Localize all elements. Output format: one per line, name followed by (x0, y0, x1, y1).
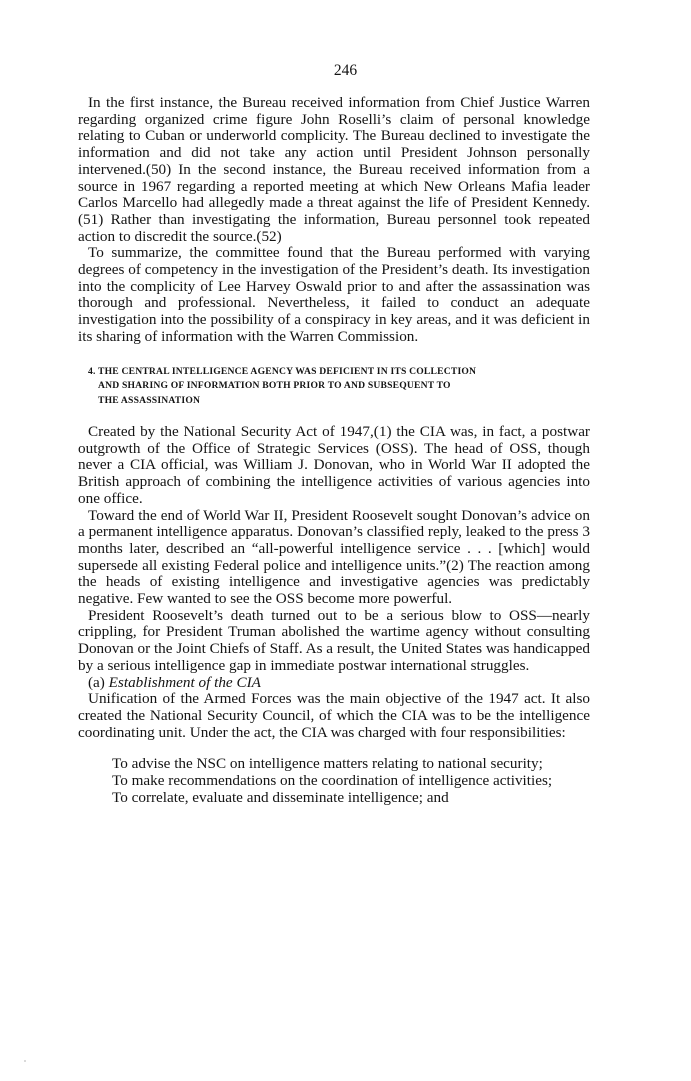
page-number: 246 (333, 62, 358, 79)
responsibility-item: To make recommendations on the coordination of intelligence activities; (112, 772, 553, 790)
paragraph-roosevelt-death: President Roosevelt’s death turned out to be a serious blow to OSS—nearly crippling, for President Truman abolished the wartime agency without consulting Donovan or the Joint Chiefs of Staff. As a result, the United States was handicapped by a serious intelligence gap in immediate postwar international struggles. (78, 606, 590, 674)
section-heading-line-1: 4. THE CENTRAL INTELLIGENCE AGENCY WAS DEFICIENT IN ITS COLLECTION (88, 365, 477, 377)
subheading-marker: (a) (88, 673, 105, 691)
subheading-text: Establishment of the CIA (108, 673, 261, 691)
subheading-establishment (78, 675, 590, 692)
section-heading (78, 365, 590, 409)
paragraph-bureau-instances: In the first instance, the Bureau received information from Chief Justice Warren regarding organized crime figure John Roselli’s claim of personal knowledge relating to Cuban or underworld complicity. The Bureau declined to investigate the information and did not take any action until President Johnson personally intervened.(50) In the second instance, the Bureau received information from a source in 1967 regarding a reported meeting at which New Orleans Mafia leader Carlos Marcello had allegedly made a threat against the life of President Kennedy.(51) Rather than investigating the information, Bureau personnel took repeated action to discredit the source.(52) (78, 94, 590, 245)
paragraph-cia-origin: Created by the National Security Act of 1947,(1) the CIA was, in fact, a postwar outgrowth of the Office of Strategic Services (OSS). The head of OSS, though never a CIA official, was William J. Donovan, who in World War II adopted the British approach of combining the intelligence activities of various agencies into one office. (78, 423, 590, 507)
section-heading-line-3: THE ASSASSINATION (98, 394, 201, 406)
paragraph-summary: To summarize, the committee found that the Bureau performed with varying degrees of competency in the investigation of the President’s death. Its investigation into the complicity of Lee Harvey Oswald prior to and after the assassination was thorough and professional. Nevertheless, it failed to conduct an adequate investigation into the possibility of a conspiracy in key areas, and it was deficient in its sharing of information with the Warren Commission. (78, 244, 590, 345)
section-heading-line-2: AND SHARING OF INFORMATION BOTH PRIOR TO AND SUBSEQUENT TO (98, 380, 451, 392)
scan-speck (24, 1060, 26, 1062)
paragraph-donovan-advice: Toward the end of World War II, President Roosevelt sought Donovan’s advice on a permanent intelligence apparatus. Donovan’s classified reply, leaked to the press 3 months later, described an “all-powerful intelligence service . . . [which] would supersede all existing Federal police and intelligence units.”(2) The reaction among the heads of existing intelligence and investigative agencies was predictably negative. Few wanted to see the OSS become more powerful. (78, 506, 590, 608)
responsibility-item: To correlate, evaluate and disseminate intelligence; and (112, 788, 449, 806)
text-column (78, 95, 590, 807)
responsibility-item: To advise the NSC on intelligence matters relating to national security; (112, 755, 543, 773)
paragraph-unification: Unification of the Armed Forces was the main objective of the 1947 act. It also created the National Security Council, of which the CIA was to be the intelligence coordinating unit. Under the act, the CIA was charged with four responsibilities: (78, 690, 590, 741)
